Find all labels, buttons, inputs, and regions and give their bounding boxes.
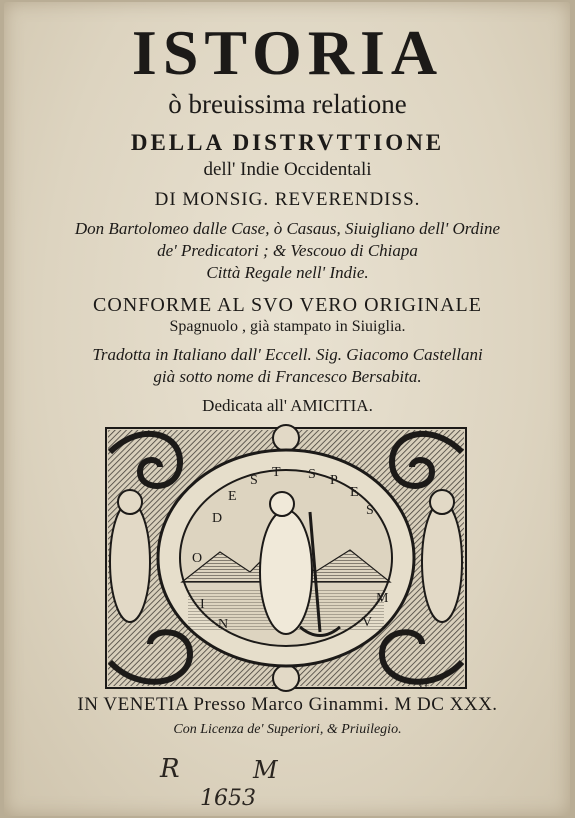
book-subtitle-indie: dell' Indie Occidentali <box>203 159 372 180</box>
author-name-line-1: Don Bartolomeo dalle Case, ò Casaus, Siuigliano dell' Ordine <box>74 219 501 238</box>
motto-letter: V <box>362 615 373 630</box>
motto-letter: I <box>200 597 205 612</box>
motto-letter: E <box>350 485 359 500</box>
motto-letter: P <box>330 473 338 488</box>
hope-figure <box>260 510 312 634</box>
handwritten-year: 1653 <box>200 786 256 811</box>
motto-letter: N <box>218 617 229 632</box>
motto-letter: E <box>228 489 237 504</box>
handwritten-mark-r: R <box>160 754 180 784</box>
motto-letter: O <box>192 551 203 566</box>
book-title: ISTORIA <box>131 17 444 88</box>
side-figure-left <box>110 502 150 622</box>
engraver-initials: V.F. <box>418 681 431 690</box>
author-name-line-2: de' Predicatori ; & Vescouo di Chiapa <box>157 241 418 260</box>
motto-letter: T <box>272 465 281 480</box>
author-title-line: DI MONSIG. REVERENDISS. <box>154 189 421 210</box>
motto-letter: M <box>376 591 389 606</box>
dedication-line: Dedicata all' AMICITIA. <box>202 396 373 415</box>
license-line: Con Licenza de' Superiori, & Priuilegio. <box>173 722 402 737</box>
printers-emblem-woodcut <box>100 422 472 694</box>
motto-letter: S <box>366 503 374 518</box>
spagnuolo-line: Spagnuolo , già stampato in Siuiglia. <box>169 318 406 335</box>
motto-letter: S <box>308 467 316 482</box>
motto-letter: D <box>212 511 223 526</box>
translator-line-1: Tradotta in Italiano dall' Eccell. Sig. Giacomo Castellani <box>92 345 483 364</box>
motto-letter: S <box>250 473 258 488</box>
author-name-line-3: Città Regale nell' Indie. <box>206 263 369 282</box>
conforme-line: CONFORME AL SVO VERO ORIGINALE <box>93 294 482 316</box>
side-figure-right <box>422 502 462 622</box>
imprint-line: IN VENETIA Presso Marco Ginammi. M DC XXX. <box>77 694 498 715</box>
book-subtitle: ò breuissima relatione <box>168 89 407 119</box>
handwritten-mark-m: M <box>253 756 278 784</box>
bottom-mask <box>273 665 299 691</box>
book-heading-distruttione: DELLA DISTRVTTIONE <box>130 130 445 155</box>
top-mask <box>273 425 299 451</box>
translator-line-2: già sotto nome di Francesco Bersabita. <box>153 367 422 386</box>
